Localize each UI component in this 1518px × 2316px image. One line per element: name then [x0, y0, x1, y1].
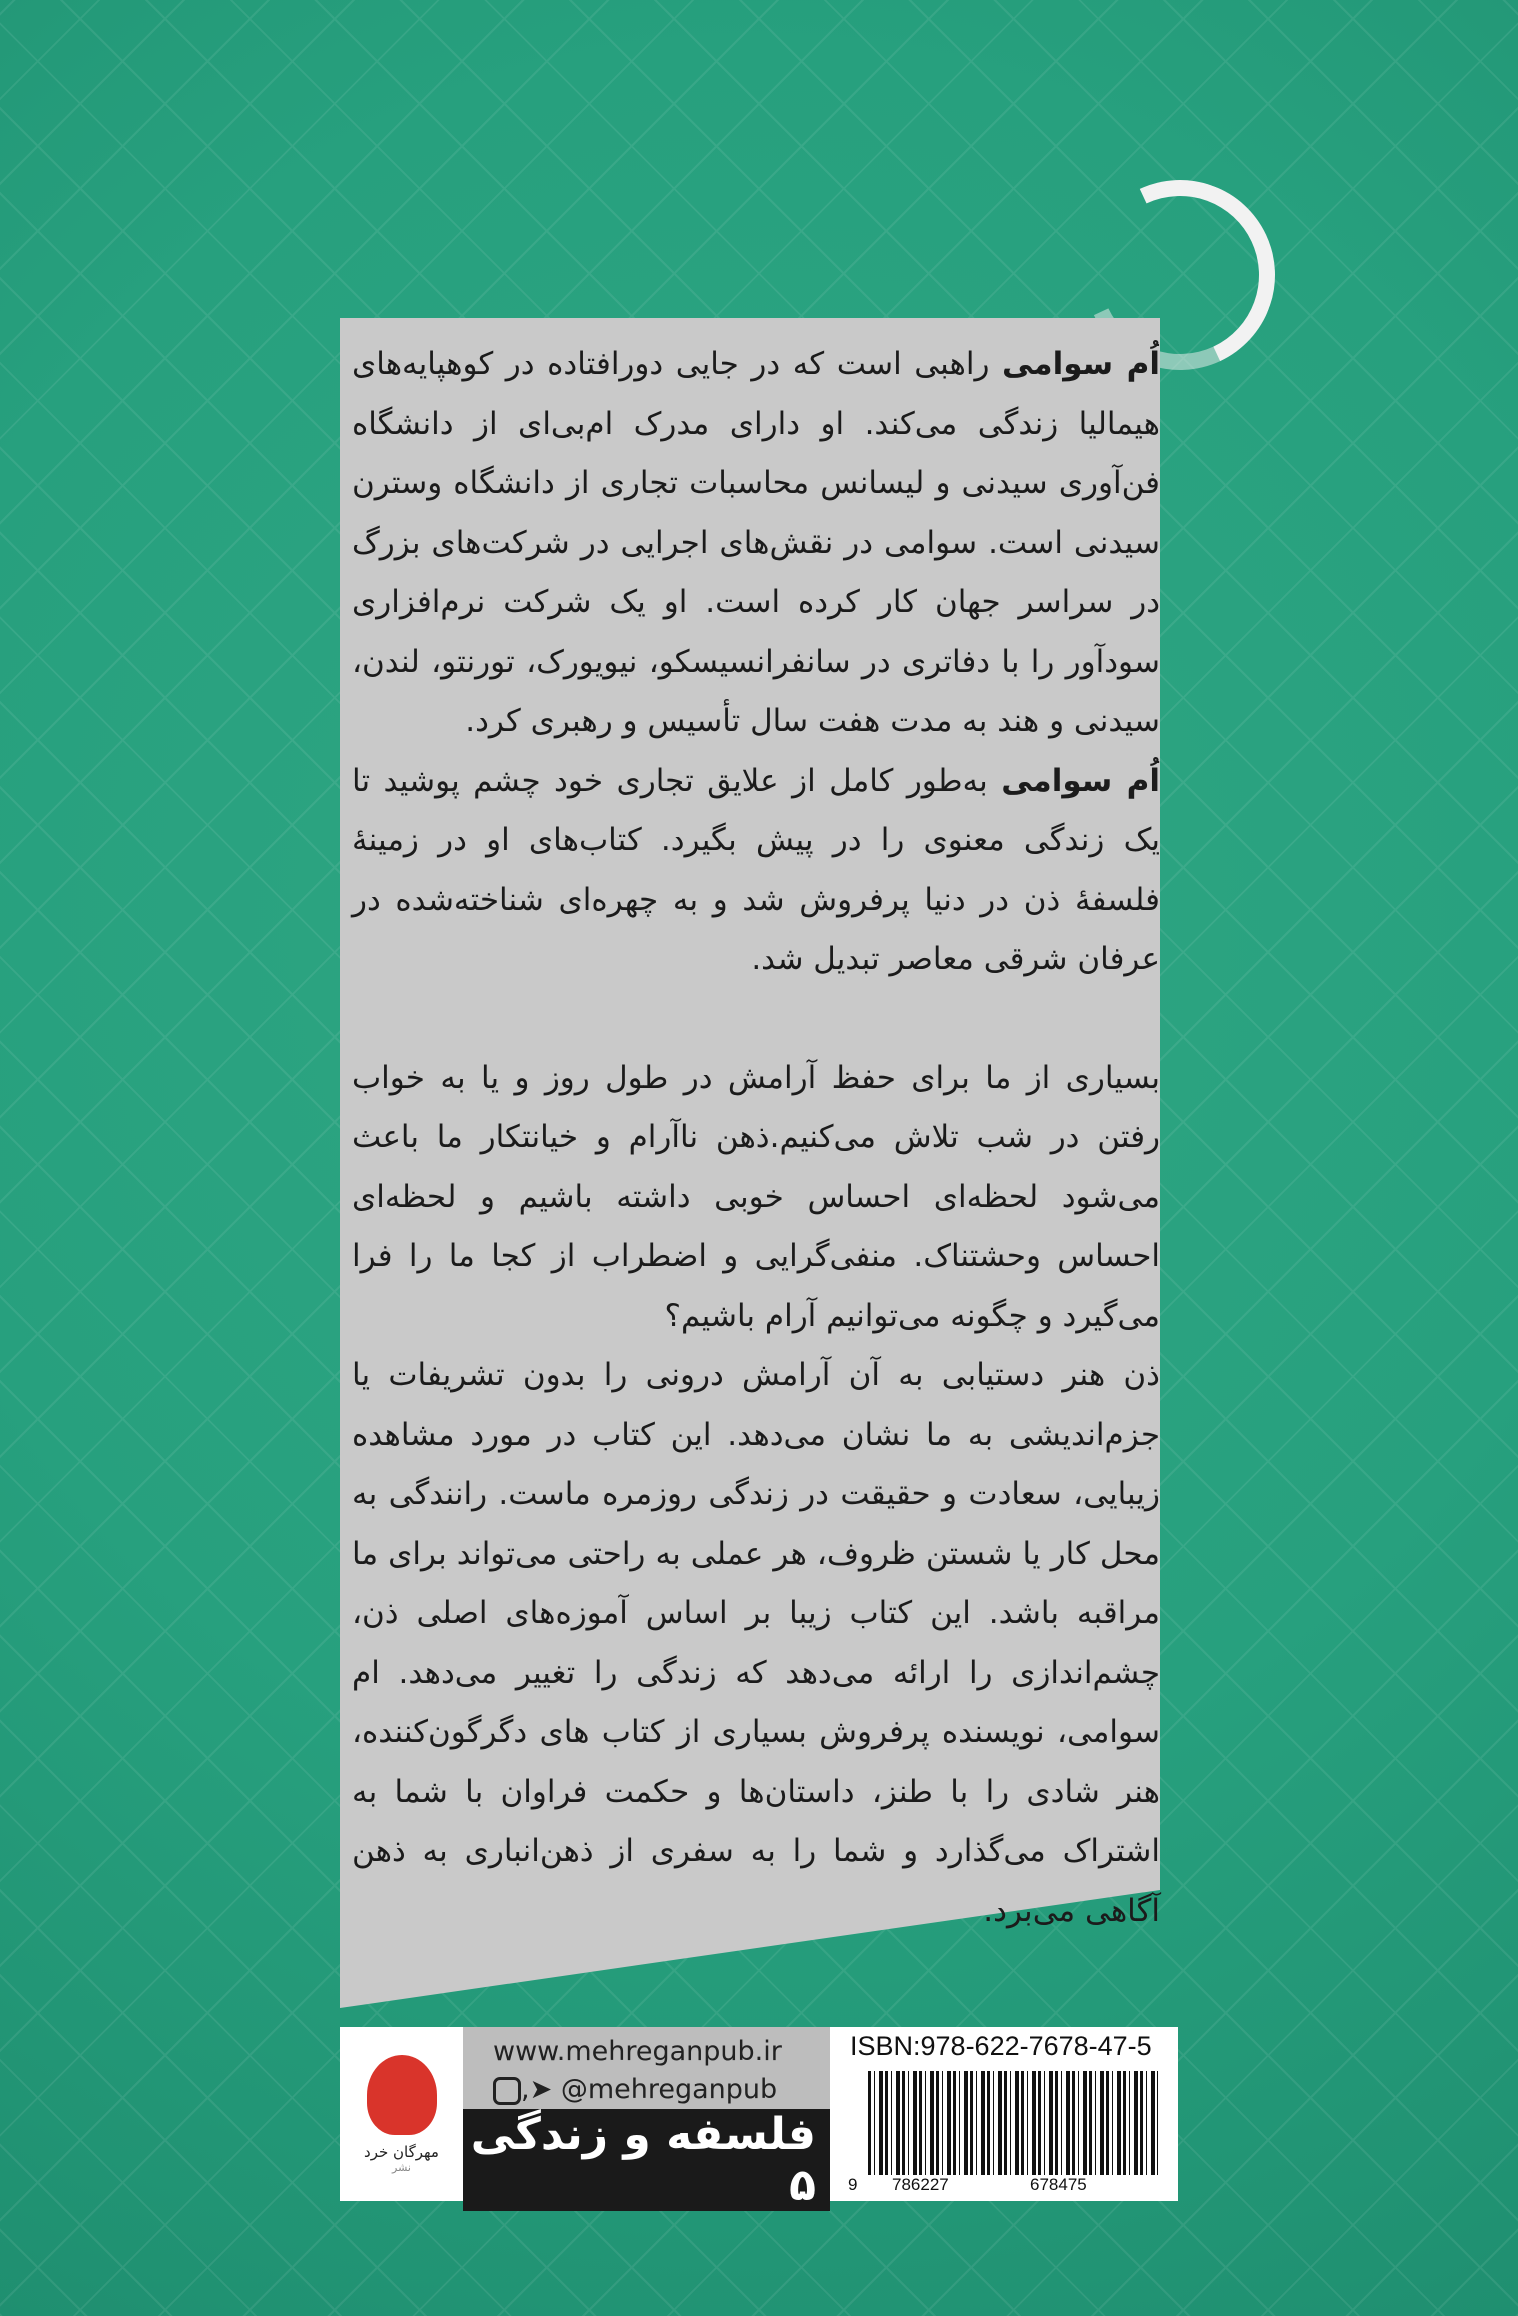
isbn-barcode	[830, 2027, 1178, 2201]
publisher-sub: نشر	[392, 2160, 411, 2174]
publisher-logo-icon	[367, 2055, 437, 2135]
barcode-lead-digit: 9	[848, 2175, 858, 2194]
social-handle[interactable]: @mehreganpub	[560, 2074, 778, 2105]
back-cover-text	[352, 335, 1160, 1941]
author-bio-2: اُم سوامی به‌طور کامل از علایق تجاری خود چشم پوشید تا یک زندگی معنوی را در پیش بگیرد. کتاب‌های او در زمینهٔ فلسفهٔ ذن در دنیا پرفروش شد و به چهره‌ای شناخته‌شده در عرفان شرقی معاصر تبدیل شد.	[352, 762, 1161, 977]
isbn-label: ISBN:978-622-7678-47-5	[850, 2031, 1152, 2061]
barcode-group-2: 678475	[1030, 2175, 1087, 2194]
barcode-bars	[868, 2071, 1158, 2175]
telegram-icon: ➤	[529, 2074, 553, 2105]
publisher-logo	[340, 2027, 463, 2201]
publisher-strip	[340, 2027, 1178, 2211]
author-name: اُم سوامی	[1001, 762, 1161, 799]
publisher-info	[463, 2027, 830, 2211]
book-blurb-1: بسیاری از ما برای حفظ آرامش در طول روز و یا به خواب رفتن در شب تلاش می‌کنیم.ذهن ناآرام و خیانتکار ما باعث می‌شود لحظه‌ای احساس خوبی داشته باشیم و لحظه‌ای احساس وحشتناک. منفی‌گرایی و اضطراب از کجا ما را فرا می‌گیرد و چگونه می‌توانیم آرام باشیم؟	[352, 1059, 1160, 1334]
publisher-name: مهرگان خرد	[364, 2142, 439, 2161]
barcode-group-1: 786227	[892, 2175, 949, 2194]
author-bio-1: اُم سوامی راهبی است که در جایی دورافتاده در کوهپایه‌های هیمالیا زندگی می‌کند. او دارای مدرک ام‌بی‌ای از دانشگاه فن‌آوری سیدنی و لیسانس محاسبات تجاری از دانشگاه وسترن سیدنی است. سوامی در نقش‌های اجرایی در شرکت‌های بزرگ در سراسر جهان کار کرده است. او یک شرکت نرم‌افزاری سودآور را با دفاتری در سانفرانسیسکو، نیویورک، تورنتو، لندن، سیدنی و هند به مدت هفت سال تأسیس و رهبری کرد.	[352, 346, 1160, 739]
book-blurb-2: ذن هنر دستیابی به آن آرامش درونی را بدون تشریفات یا جزم‌اندیشی به ما نشان می‌دهد. این کتاب در مورد مشاهده زیبایی، سعادت و حقیقت در زندگی روزمره ماست. رانندگی به محل کار یا شستن ظروف، هر عملی به راحتی می‌تواند برای ما مراقبه باشد. این کتاب زیبا بر اساس آموزه‌های اصلی ذن، چشم‌اندازی را ارائه می‌دهد که زندگی را تغییر می‌دهد. ام سوامی، نویسنده پرفروش بسیاری از کتاب های دگرگون‌کننده، هنر شادی را با طنز، داستان‌ها و حکمت فراوان با شما به اشتراک می‌گذارد و شما را به سفری از ذهن‌انباری به ذهن آگاهی می‌برد.	[352, 1357, 1160, 1929]
series-title: فلسفه و زندگی ۵	[463, 2109, 830, 2211]
instagram-icon	[493, 2077, 521, 2105]
website-link[interactable]: www.mehreganpub.ir	[493, 2036, 782, 2067]
author-name: اُم سوامی	[1002, 346, 1160, 382]
social-handle-row: ,➤ @mehreganpub	[493, 2071, 830, 2109]
